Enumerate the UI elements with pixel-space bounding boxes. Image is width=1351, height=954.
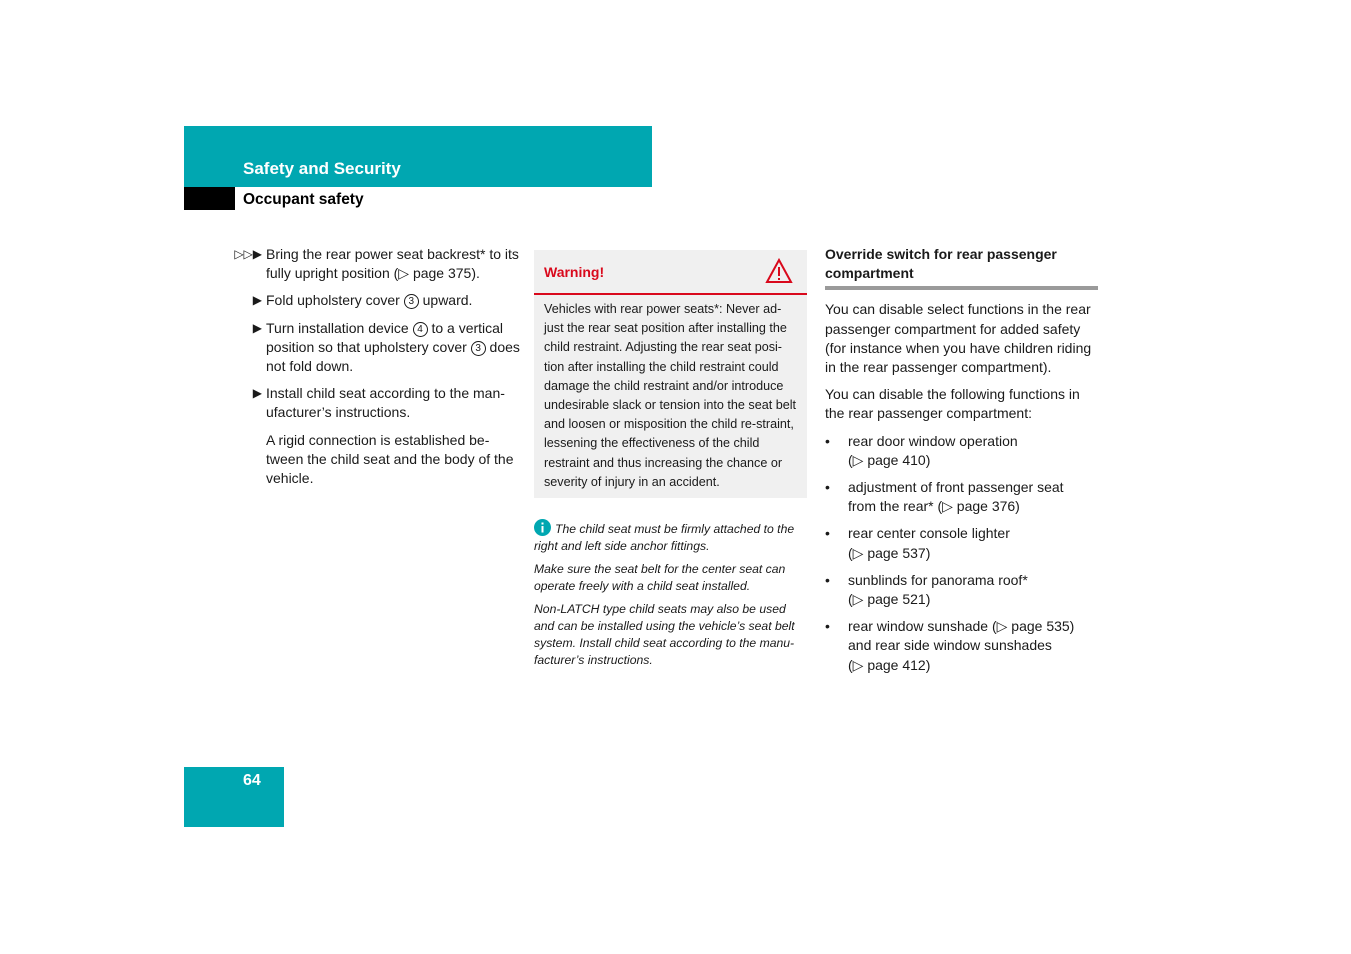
section-title: Safety and Security [243, 159, 401, 178]
override-paragraph: You can disable the following functions in the rear passenger compartment: [825, 386, 1080, 422]
step-text: upward. [418, 292, 473, 309]
warning-title: Warning! [544, 264, 605, 280]
subsection-title: Occupant safety [243, 191, 364, 208]
warning-text: Vehicles with rear power seats*: Never ad-just the rear seat position after installing the child restraint. Adjusting the rear seat posi-tion after installing the child restraint could damage the child restraint and/or introduce undesirable slack or tension into the seat belt and loosen or misposition the child re-straint, lessening the effectiveness of the child restraint and thus increasing the chance or severity of injury in an accident. [544, 302, 797, 489]
warning-header [534, 250, 807, 295]
step-text: Turn installation device [266, 319, 413, 336]
step-arrow-icon: ▶ [252, 293, 262, 308]
step-result: A rigid connection is established be-tween the child seat and the body of the vehicle. [266, 431, 514, 487]
list-item-text: and rear side window sunshades [848, 637, 1052, 654]
subsection-tab [184, 187, 235, 210]
info-notes [534, 519, 809, 675]
page-reference: (▷ page 537) [848, 544, 931, 561]
override-paragraph: You can disable select functions in the rear passenger compartment for added safety (for instance when you have children riding in the rear passenger compartment). [825, 301, 1092, 376]
info-note [534, 519, 809, 555]
list-item-text: sunblinds for panorama roof* [848, 571, 1028, 588]
info-note: Non-LATCH type child seats may also be used and can be installed using the vehicle’s seat belt system. Install child seat according to the manu-facturer’s instructions. [534, 602, 795, 667]
page-reference: (▷ page 410) [848, 451, 931, 468]
page-number-box [184, 767, 284, 827]
instruction-step [222, 245, 522, 283]
instruction-step [222, 384, 522, 422]
instruction-step [222, 319, 522, 377]
step-text: Fold upholstery cover [266, 292, 404, 309]
page-reference: (▷ page 412) [848, 656, 931, 673]
instruction-step [222, 291, 522, 310]
bullet-icon: • [825, 432, 830, 449]
bullet-icon: • [825, 618, 830, 635]
info-note: Make sure the seat belt for the center seat can operate freely with a child seat installed. [534, 562, 786, 593]
info-note-text: The child seat must be firmly attached to the right and left side anchor fittings. [534, 522, 795, 553]
warning-triangle-icon [765, 258, 793, 284]
list-item [825, 571, 1098, 609]
function-list [825, 432, 1098, 675]
bullet-icon: • [825, 479, 830, 496]
list-item-text: rear center console lighter [848, 525, 1010, 542]
instruction-column [222, 245, 522, 488]
bullet-icon: • [825, 525, 830, 542]
override-heading: Override switch for rear passenger compartment [825, 245, 1098, 290]
step-arrow-icon: ▶ [252, 386, 262, 401]
step-text: Install child seat according to the man-ufacturer’s instructions. [266, 385, 505, 421]
step-text: does not fold down. [266, 338, 520, 375]
list-item-text: rear window sunshade (▷ page 535) [848, 618, 1075, 635]
override-section [825, 245, 1098, 683]
list-item [825, 478, 1098, 516]
list-item [825, 617, 1098, 675]
step-arrow-icon: ▶ [252, 320, 262, 335]
step-text: to a vertical position so that upholstery cover [266, 319, 504, 355]
callout-number: 3 [471, 341, 486, 356]
page-reference: from the rear* (▷ page 376) [848, 498, 1020, 515]
info-icon [534, 519, 551, 536]
bullet-icon: • [825, 571, 830, 588]
warning-box [534, 250, 807, 498]
list-item [825, 432, 1098, 470]
continue-arrow-icon: ▷▷▶ [234, 247, 262, 261]
callout-number: 3 [404, 294, 419, 309]
list-item-text: rear door window operation [848, 432, 1018, 449]
list-item [825, 524, 1098, 562]
page-number: 64 [243, 772, 261, 789]
step-text: Bring the rear power seat backrest* to its fully upright position (▷ page 375). [266, 246, 519, 282]
page-reference: (▷ page 521) [848, 591, 931, 608]
callout-number: 4 [413, 322, 428, 337]
list-item-text: adjustment of front passenger seat [848, 479, 1064, 496]
